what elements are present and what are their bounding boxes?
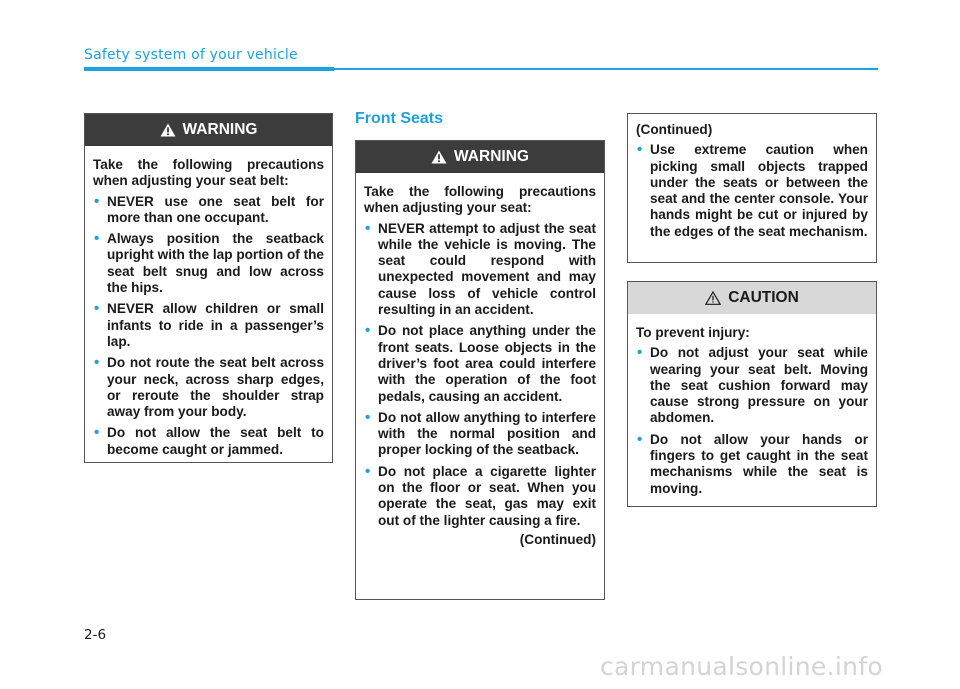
warning-list	[93, 194, 324, 458]
header-accent-bar	[84, 67, 334, 71]
warning-heading: WARNING	[182, 121, 258, 138]
warning-header	[85, 114, 332, 146]
caution-header	[628, 282, 876, 314]
caution-triangle-icon	[705, 291, 721, 305]
page-number: 2-6	[84, 627, 107, 643]
list-item: • NEVER allow children or small infants to ride in a passenger’s lap.	[93, 301, 324, 350]
warning-box-seat-belt	[84, 113, 333, 463]
warning-triangle-icon	[431, 150, 447, 164]
list-item: • Do not allow your hands or fingers to get caught in the seat mechanisms while the seat is moving.	[636, 432, 868, 497]
list-item: • NEVER use one seat belt for more than one occupant.	[93, 194, 324, 227]
warning-heading: WARNING	[454, 148, 529, 165]
continued-label: (Continued)	[519, 531, 596, 547]
caution-intro: To prevent injury:	[636, 325, 750, 340]
warning-intro: Take the following precautions when adjusting your seat belt:	[93, 157, 324, 189]
list-item: • Do not allow anything to interfere with the normal position and proper locking of the seatback.	[364, 410, 596, 459]
list-item: • Do not place anything under the front seats. Loose objects in the driver’s foot area could interfere with the operation of the foot pedals, causing an accident.	[364, 323, 596, 404]
caution-list	[636, 345, 868, 497]
caution-heading: CAUTION	[728, 289, 799, 306]
warning-list	[636, 142, 868, 240]
warning-box-seat-adjust	[355, 140, 605, 600]
header-rule	[334, 68, 878, 70]
running-header-title: Safety system of your vehicle	[84, 47, 298, 63]
section-title: Front Seats	[355, 110, 444, 127]
list-item: • Do not allow the seat belt to become caught or jammed.	[93, 425, 324, 458]
watermark: carmanualsonline.info	[600, 652, 883, 681]
list-item: • Always position the seatback upright with the lap portion of the seat belt snug and low across the hips.	[93, 231, 324, 296]
list-item: • NEVER attempt to adjust the seat while the vehicle is moving. The seat could respond with unexpected movement and may cause loss of vehicle control resulting in an accident.	[364, 221, 596, 319]
warning-triangle-icon	[160, 123, 176, 137]
caution-box	[627, 281, 877, 507]
list-item: • Do not route the seat belt across your neck, across sharp edges, or reroute the shoulder strap away from your body.	[93, 355, 324, 420]
continued-label: (Continued)	[636, 122, 713, 137]
warning-box-continued	[627, 113, 877, 263]
list-item: • Use extreme caution when picking small objects trapped under the seats or between the seat and the center console. Your hands might be cut or injured by the edges of the seat mechanism.	[636, 142, 868, 240]
warning-header	[356, 141, 604, 173]
warning-list	[364, 221, 596, 529]
warning-intro: Take the following precautions when adjusting your seat:	[364, 184, 596, 216]
list-item: • Do not place a cigarette lighter on the floor or seat. When you operate the seat, gas may exit out of the lighter causing a fire.	[364, 464, 596, 529]
list-item: • Do not adjust your seat while wearing your seat belt. Moving the seat cushion forward may cause strong pressure on your abdomen.	[636, 345, 868, 426]
